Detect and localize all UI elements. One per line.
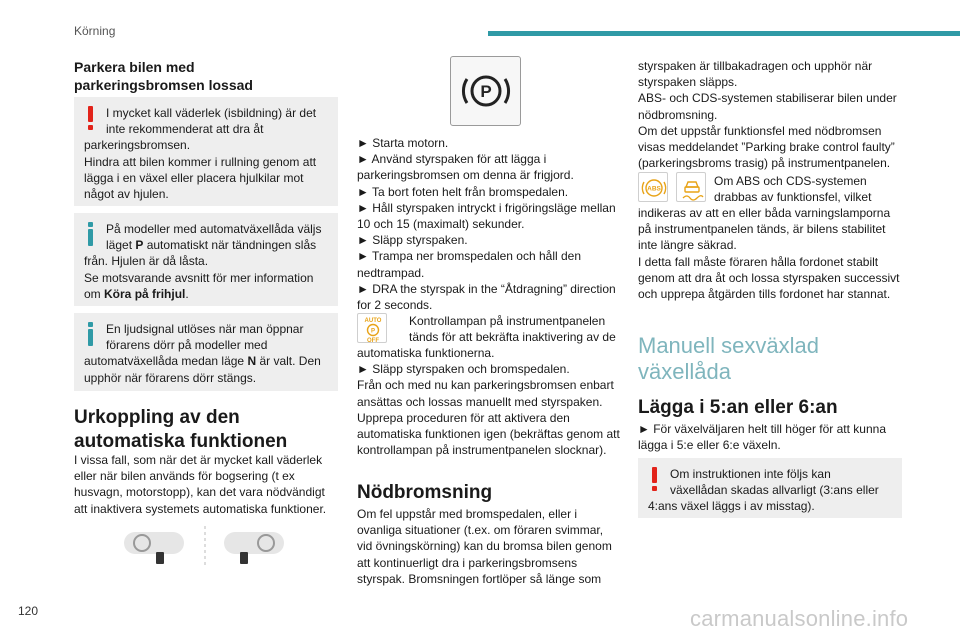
warning-exclamation-icon — [86, 106, 95, 130]
uncouple-steps: ► Starta motorn. ► Använd styrspaken för att lägga i parkeringsbromsen om denna är frigjord. ► Ta bort foten helt från bromspedalen. ► Håll styrspaken intryckt i frigöringsläge mellan 10 och 15 (maximalt) sekunder. ► Släpp styrspaken. ► Trampa ner bromspedalen och håll den nedtrampad. ► DRA the styrspak in the “Åtdragning” direction for 2 seconds. — [357, 136, 616, 313]
header-accent-bar — [488, 31, 960, 36]
info-icon — [86, 322, 95, 346]
info-note-door-signal: En ljudsignal utlöses när man öppnar förarens dörr på modeller med automatväxellåda medan läge N är valt. Den upphör när förarens dörr stängs. — [74, 313, 338, 391]
manual-gearbox-heading: Manuell sexväxlad växellåda — [638, 333, 819, 384]
abs-failure-text: indikeras av att en eller båda varningslamporna på instrumentpanelen tänds, är bilens stabilitet inte längre säkrad. I detta fall måste föraren hålla fordonet stabilt genom att dra åt och lossa styrspaken successivt och upprepa åtgärden tills fordonet har stannat. — [638, 206, 900, 302]
page-number: 120 — [18, 604, 39, 618]
svg-text:ABS: ABS — [647, 185, 661, 193]
gear-heading: Lägga i 5:an eller 6:an — [638, 397, 838, 418]
after-lamp-text: automatiska funktionerna. ► Släpp styrspaken och bromspedalen. Från och med nu kan parkeringsbromsen enbart ansättas och lossas manuellt med styrspaken. Upprepa proceduren för att aktivera den automatiska funktionen igen (bekräftas genom att kontrollampan på instrumentpanelen slocknar). — [357, 346, 620, 458]
emergency-heading: Nödbromsning — [357, 482, 493, 503]
warning-exclamation-icon — [650, 467, 659, 491]
stability-control-lamp-icon — [676, 172, 706, 202]
park-heading: Parkera bilen med parkeringsbromsen lossad — [74, 59, 253, 93]
info-icon — [86, 222, 95, 246]
running-header: Körning — [74, 24, 116, 38]
svg-text:OFF: OFF — [367, 338, 379, 344]
warning-note-gearbox: Om instruktionen inte följs kan växellådan skadas allvarligt (3:ans eller 4:ans växel läggs i av misstag). — [638, 458, 902, 518]
uncouple-text: I vissa fall, som när det är mycket kall väderlek eller när bilen används för bogsering (t ex husvagn, motorstopp), kan det vara nödvändigt att inaktivera systemets automatiska funktioner. — [74, 453, 327, 516]
warning-note-cold: I mycket kall väderlek (isbildning) är det inte rekommenderat att dra åt parkeringsbromsen. Hindra att bilen kommer i rullning genom att lägga i en växel eller placera hjulkilar mot något av hjulen. — [74, 97, 338, 206]
svg-text:P: P — [370, 328, 376, 335]
svg-text:P: P — [480, 82, 492, 101]
auto-off-lamp-icon — [357, 313, 387, 343]
gear-text: ► För växelväljaren helt till höger för att kunna lägga i 5:e eller 6:e växeln. — [638, 422, 886, 453]
svg-text:AUTO: AUTO — [364, 318, 382, 324]
watermark: carmanualsonline.info — [690, 606, 909, 631]
abs-lamp-icon — [638, 172, 668, 202]
parking-brake-icon — [450, 56, 521, 126]
emergency-continued: styrspaken är tillbakadragen och upphör när styrspaken släpps. ABS- och CDS-systemen stabiliserar bilen under nödbromsning. Om det uppstår funktionsfel med nödbromsen visas meddelandet ”Parking brake control faulty” (parkeringsbroms trasig) på instrumentpanelen. — [638, 59, 897, 171]
info-note-automatic: På modeller med automatväxellåda väljs läget P automatiskt när tändningen slås från. Hjulen är då låsta. Se motsvarande avsnitt för mer information om Köra på frihjul. — [74, 213, 338, 306]
emergency-text: Om fel uppstår med bromspedalen, eller i ovanliga situationer (t.ex. om föraren svimmar, vid övningskörning) kan du bromsa bilen genom att kontinuerligt dra i parkeringsbromsens styrspak. Bromsningen fortlöper så länge som — [357, 507, 612, 586]
switch-illustration-icon — [120, 522, 310, 568]
uncouple-heading: Urkoppling av den automatiska funktionen — [74, 407, 288, 452]
